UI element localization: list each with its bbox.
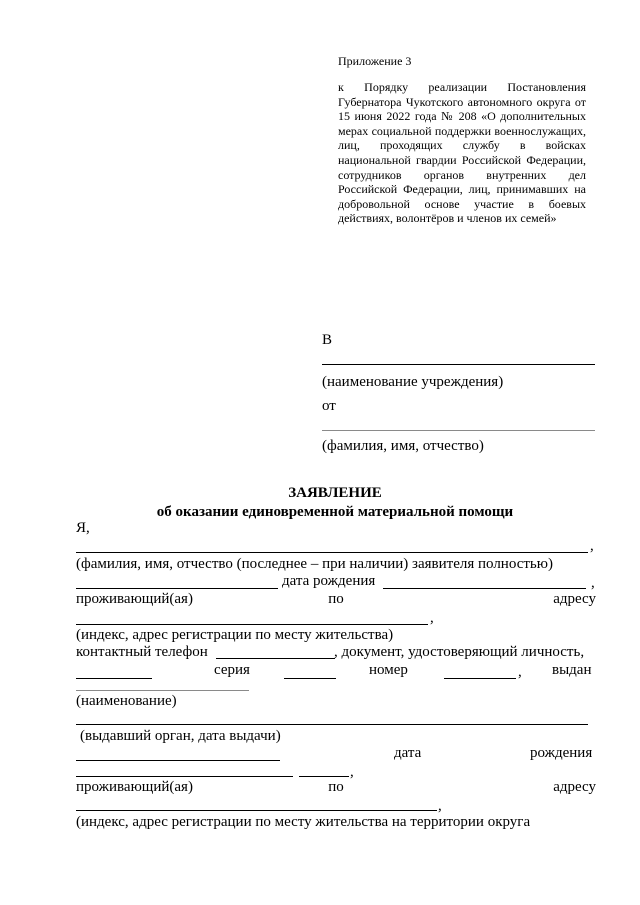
comma-mark: ,	[591, 575, 595, 591]
at-label: по	[328, 591, 344, 607]
comma-mark: ,	[590, 538, 594, 554]
registration-caption: (индекс, адрес регистрации по месту жительства)	[76, 627, 394, 643]
doc-type-line[interactable]	[76, 678, 152, 679]
registration-region-caption: (индекс, адрес регистрации по месту жительства на территории округа	[76, 814, 531, 830]
series-label: серия	[214, 662, 250, 678]
birth-date-label: дата рождения	[282, 573, 376, 589]
applicant-name-line[interactable]	[76, 552, 588, 553]
phone-label: контактный телефон	[76, 644, 208, 660]
issuer-caption: (выдавший орган, дата выдачи)	[80, 728, 281, 744]
comma-mark: ,	[350, 764, 354, 780]
residing-row	[76, 591, 596, 608]
appendix-text: к Порядку реализации Постановления Губернатора Чукотского автономного округа от 15 июня 2022 года № 208 «О дополнительных мерах социальной поддержки военнослужащих, лиц, проходящих службу в войсках национальной гвардии Российской Федерации, сотрудников органов внутренних дел Российской Федерации, лиц, принимавших на добровольной основе участие в боевых действиях, волонтёров и членов их семей»	[338, 80, 586, 226]
document-title: ЗАЯВЛЕНИЕ	[288, 485, 382, 501]
identity-doc-label: , документ, удостоверяющий личность,	[334, 644, 585, 660]
residing-label: проживающий(ая)	[76, 591, 193, 607]
birth-label: рождения	[530, 745, 593, 761]
from-prefix: от	[322, 398, 336, 414]
date-label: дата	[394, 745, 422, 761]
i-label: Я,	[76, 520, 90, 536]
comma-mark: ,	[438, 798, 442, 814]
document-subtitle: об оказании единовременной материальной помощи	[156, 504, 514, 520]
comma-mark: ,	[518, 664, 522, 680]
institution-caption: (наименование учреждения)	[322, 374, 504, 390]
doc-name-caption: (наименование)	[76, 693, 177, 709]
issued-label: выдан	[552, 662, 592, 678]
applicant-caption: (фамилия, имя, отчество (последнее – при наличии) заявителя полностью)	[76, 556, 553, 572]
series-line[interactable]	[284, 678, 336, 679]
representative-name-line[interactable]	[76, 760, 280, 761]
phone-line[interactable]	[216, 658, 335, 659]
address-line[interactable]	[76, 624, 428, 625]
applicant-name-line-2[interactable]	[76, 588, 278, 589]
residing-row-2	[76, 779, 596, 796]
address-label-2: адресу	[553, 779, 596, 795]
to-prefix: В	[322, 332, 333, 348]
issuer-line[interactable]	[76, 724, 588, 725]
address-label: адресу	[553, 591, 596, 607]
representative-birth-line[interactable]	[299, 776, 349, 777]
number-line[interactable]	[444, 678, 516, 679]
institution-line[interactable]	[322, 364, 595, 365]
address-line-2[interactable]	[76, 810, 437, 811]
birth-date-line[interactable]	[383, 588, 586, 589]
residing-label-2: проживающий(ая)	[76, 779, 193, 795]
comma-mark: ,	[430, 610, 434, 626]
doc-name-line[interactable]	[76, 690, 249, 691]
fio-caption: (фамилия, имя, отчество)	[322, 438, 484, 454]
number-label: номер	[369, 662, 408, 678]
representative-name-line-2[interactable]	[76, 776, 293, 777]
at-label-2: по	[328, 779, 344, 795]
fio-line[interactable]	[322, 430, 595, 431]
appendix-title: Приложение 3	[338, 54, 412, 68]
